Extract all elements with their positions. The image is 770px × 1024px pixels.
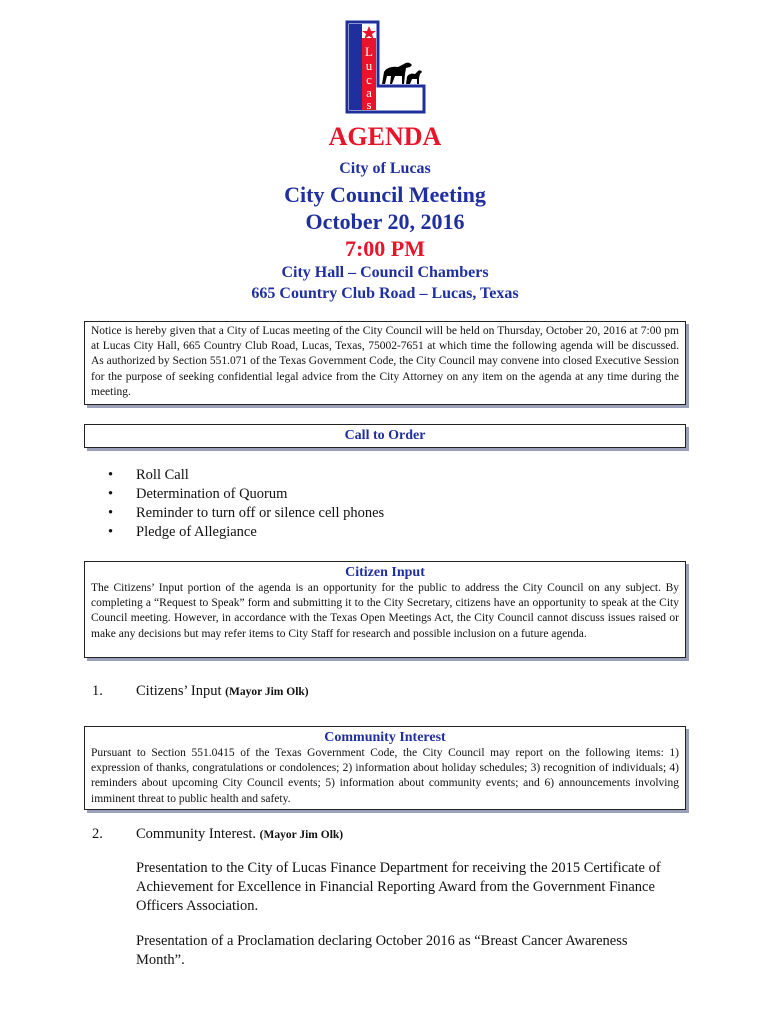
agenda-item-2-paragraph-1: Presentation to the City of Lucas Finance Department for receiving the 2015 Certificate of Achievement for Excellence in Financial Reporting Award from the Government Finance Officers Association. [136, 860, 661, 914]
agenda-item-1-number: 1. [92, 683, 103, 699]
horse-icon [382, 63, 422, 84]
agenda-title: AGENDA [328, 122, 442, 151]
bullet-icon: • [108, 505, 114, 521]
meeting-location: City Hall – Council Chambers [281, 264, 489, 281]
agenda-item-2 [136, 826, 343, 843]
call-to-order-box [84, 424, 686, 448]
notice-text: Notice is hereby given that a City of Lucas meeting of the City Council will be held on Thursday, October 20, 2016 at 7:00 pm at Lucas City Hall, 665 Country Club Road, Lucas, Texas, 75002-7651 at which time the following agenda will be discussed. As authorized by Section 551.071 of the Texas Government Code, the City Council may convene into closed Executive Session for the purpose of seeking confidential legal advice from the City Attorney on any item on the agenda at any time during the meeting. [91, 325, 679, 398]
logo-letter: u [365, 58, 373, 73]
community-interest-title: Community Interest [324, 730, 446, 745]
agenda-item-2-number: 2. [92, 826, 103, 842]
meeting-title: City Council Meeting [284, 182, 486, 207]
agenda-item-2-label: Community Interest. [136, 826, 257, 842]
agenda-item-2-paragraph-2: Presentation of a Proclamation declaring October 2016 as “Breast Cancer Awareness Month”. [136, 933, 628, 968]
bullet-icon: • [108, 467, 114, 483]
meeting-date: October 20, 2016 [305, 209, 465, 234]
citizen-input-title: Citizen Input [345, 565, 425, 580]
bullet-icon: • [108, 486, 114, 502]
list-item: • Pledge of Allegiance [108, 524, 257, 540]
citizen-input-box [84, 561, 686, 658]
logo-letter: s [366, 97, 372, 112]
agenda-item-1 [136, 683, 309, 700]
list-item: • Determination of Quorum [108, 486, 288, 502]
list-item: • Roll Call [108, 467, 189, 483]
logo-letter: c [366, 72, 372, 87]
agenda-item-1-presenter: (Mayor Jim Olk) [225, 686, 309, 698]
meeting-address: 665 Country Club Road – Lucas, Texas [251, 285, 519, 302]
meeting-time: 7:00 PM [344, 236, 426, 261]
notice-box [84, 321, 686, 405]
logo-letter: a [366, 85, 372, 100]
call-to-order-list [108, 466, 384, 542]
community-interest-text: Pursuant to Section 551.0415 of the Texas Government Code, the City Council may report on the following items: 1) expression of thanks, congratulations or condolences; 2) information about holiday schedules; 3) recognition of individuals; 4) reminders about upcoming City Council events; 5) information about community events; and 6) announcements involving imminent threat to public health and safety. [91, 747, 679, 805]
community-interest-box [84, 726, 686, 810]
agenda-item-2-presenter: (Mayor Jim Olk) [259, 829, 344, 841]
call-to-order-title: Call to Order [344, 428, 426, 443]
bullet-icon: • [108, 524, 114, 540]
city-name: City of Lucas [339, 160, 431, 177]
city-of-lucas-logo [340, 20, 428, 116]
list-item: • Reminder to turn off or silence cell phones [108, 505, 385, 521]
agenda-item-1-label: Citizens’ Input [136, 683, 222, 699]
citizen-input-text: The Citizens’ Input portion of the agenda is an opportunity for the public to address the City Council on any subject. By completing a “Request to Speak” form and submitting it to the City Secretary, citizens have an opportunity to speak at the City Council meeting. However, in accordance with the Texas Open Meetings Act, the City Council cannot discuss issues raised or make any decisions but may refer items to City Staff for research and possible inclusion on a future agenda. [91, 582, 679, 640]
logo-letter: L [365, 44, 373, 59]
